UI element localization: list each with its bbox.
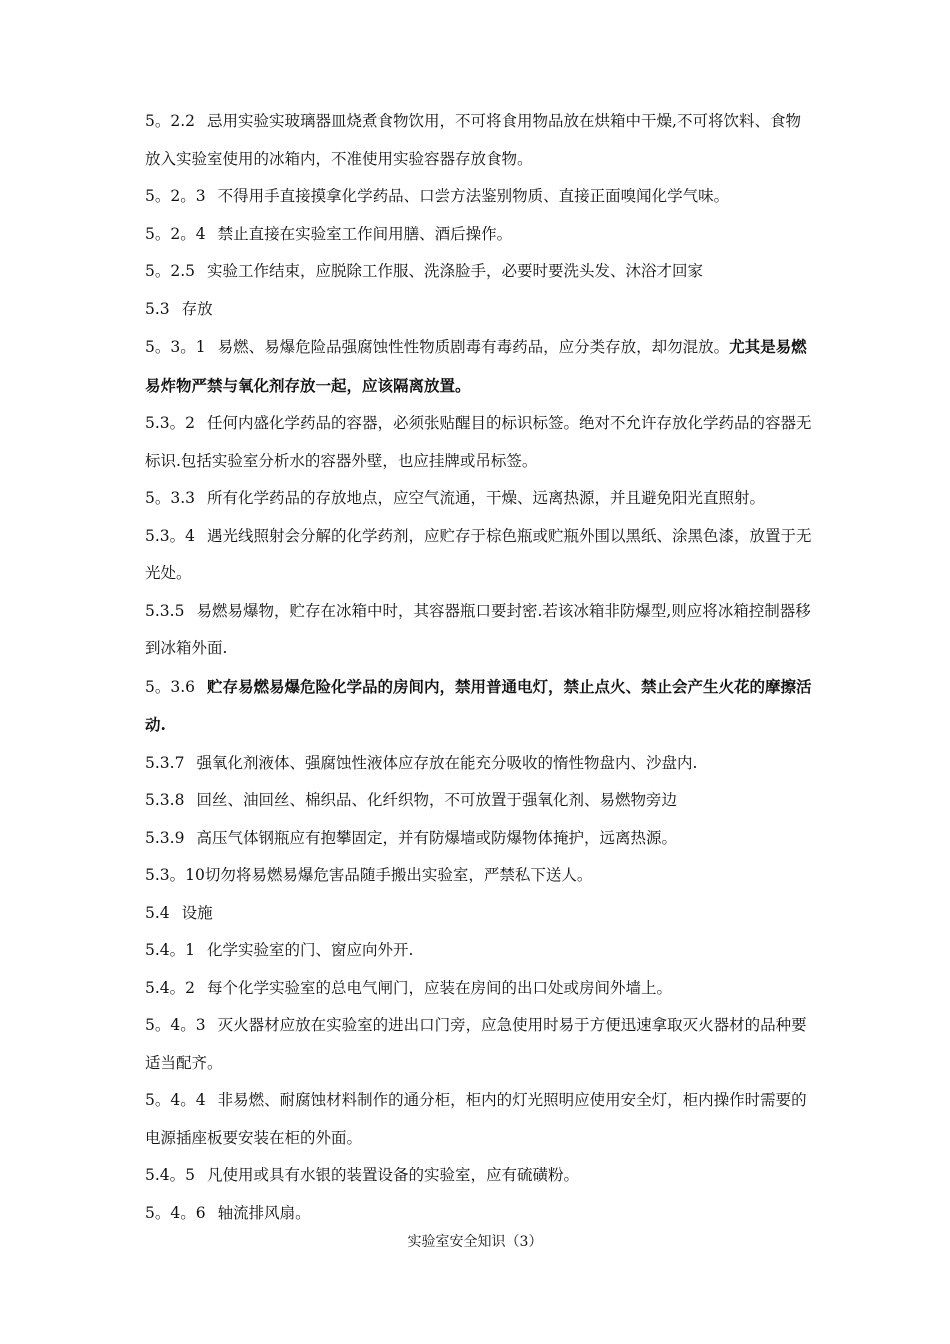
section-number: 5。4。6: [145, 1203, 206, 1222]
paragraph-5-4-2: [145, 970, 813, 1008]
paragraph-5-4-5: [145, 1157, 813, 1195]
section-number: 5.4。5: [145, 1166, 196, 1184]
paragraph-text: 切勿将易燃易爆危害品随手搬出实验室，严禁私下送人。: [204, 866, 593, 884]
paragraph-text: 禁止直接在实验室工作间用膳、酒后操作。: [217, 224, 513, 243]
paragraph-text: 轴流排风扇。: [217, 1203, 311, 1222]
section-number: 5.3。10: [145, 866, 205, 884]
section-title: 存放: [181, 299, 213, 318]
paragraph-text: 实验工作结束，应脱除工作服、洗涤脸手，必要时要洗头发、沐浴才回家: [207, 262, 704, 280]
paragraph-5-2-5: [145, 253, 813, 291]
paragraph-text: 强氧化剂液体、强腐蚀性液体应存放在能充分吸收的惰性物盘内、沙盘内.: [196, 753, 698, 772]
section-number: 5。4。4: [145, 1091, 206, 1109]
section-number: 5.3。4: [145, 526, 196, 545]
paragraph-text: 忌用实验实玻璃器皿烧煮食物饮用，不可将食用物品放在烘箱中干燥,不可将饮料、食物放入实验室使用的冰箱内，不准使用实验容器存放食物。: [145, 112, 801, 168]
paragraph-5-3-9: [145, 820, 813, 858]
paragraph-5-3-2: [145, 405, 813, 480]
paragraph-text: 不得用手直接摸拿化学药品、口尝方法鉴别物质、直接正面嗅闻化学气味。: [217, 187, 730, 205]
section-number: 5.3.5: [145, 601, 185, 620]
paragraph-text: 灭火器材应放在实验室的进出口门旁，应急使用时易于方便迅速拿取灭火器材的品种要适当配齐。: [145, 1016, 807, 1072]
paragraph-text: 化学实验室的门、窗应向外开.: [207, 941, 414, 959]
paragraph-5-3-6: [145, 668, 813, 745]
section-number: 5.3.9: [145, 828, 185, 847]
paragraph-text: 遇光线照射会分解的化学药剂，应贮存于棕色瓶或贮瓶外围以黑纸、涂黑色漆，放置于无光处。: [145, 526, 812, 582]
section-heading-5-4: [145, 895, 813, 933]
paragraph-bold-text: 尤其是易燃易炸物严禁与氧化剂存放一起，应该隔离放置。: [145, 337, 807, 395]
paragraph-5-4-4: [145, 1082, 813, 1157]
paragraph-text: 任何内盛化学药品的容器，必须张贴醒目的标识标签。绝对不允许存放化学药品的容器无标识.包括实验室分析水的容器外壁，也应挂牌或吊标签。: [145, 414, 812, 470]
section-number: 5。2.5: [145, 262, 196, 280]
section-number: 5.4: [145, 903, 170, 922]
section-number: 5。2.2: [145, 112, 196, 130]
paragraph-5-2-3: [145, 178, 813, 216]
paragraph-text: 易燃、易爆危险品强腐蚀性性物质剧毒有毒药品，应分类存放，却勿混放。: [217, 338, 730, 356]
paragraph-5-3-7: [145, 745, 813, 783]
document-body: [145, 103, 813, 1232]
paragraph-bold-text: 贮存易燃易爆危险化学品的房间内，禁用普通电灯，禁止点火、禁止会产生火花的摩擦活动.: [145, 676, 812, 734]
paragraph-5-4-6: [145, 1195, 813, 1233]
paragraph-5-2-4: [145, 216, 813, 254]
paragraph-5-3-8: [145, 782, 813, 820]
paragraph-5-3-1: [145, 328, 813, 405]
paragraph-text: 易燃易爆物，贮存在冰箱中时，其容器瓶口要封密.若该冰箱非防爆型,则应将冰箱控制器移到冰箱外面.: [145, 601, 811, 657]
section-number: 5。3.6: [145, 677, 196, 696]
section-number: 5。3.3: [145, 489, 196, 507]
section-number: 5。2。3: [145, 187, 206, 205]
paragraph-5-3-3: [145, 480, 813, 518]
paragraph-5-3-5: [145, 593, 813, 668]
section-number: 5.4。1: [145, 941, 196, 959]
page-footer: 实验室安全知识（3）: [407, 1234, 543, 1250]
section-number: 5.4。2: [145, 978, 196, 997]
paragraph-5-2-2: [145, 103, 813, 178]
paragraph-5-3-10: [145, 857, 813, 895]
section-number: 5。3。1: [145, 338, 206, 356]
section-number: 5.3.7: [145, 753, 185, 772]
paragraph-5-3-4: [145, 518, 813, 593]
section-number: 5.3.8: [145, 791, 185, 809]
section-number: 5。4。3: [145, 1016, 206, 1034]
paragraph-text: 每个化学实验室的总电气闸门，应装在房间的出口处或房间外墙上。: [207, 978, 673, 997]
paragraph-text: 非易燃、耐腐蚀材料制作的通分柜，柜内的灯光照明应使用安全灯，柜内操作时需要的电源插座板要安装在柜的外面。: [145, 1091, 807, 1147]
section-number: 5.3。2: [145, 414, 196, 432]
paragraph-5-4-3: [145, 1007, 813, 1082]
section-title: 设施: [181, 903, 213, 922]
paragraph-text: 回丝、油回丝、棉织品、化纤织物，不可放置于强氧化剂、易燃物旁边: [196, 791, 677, 809]
section-number: 5.3: [145, 299, 170, 318]
section-number: 5。2。4: [145, 224, 206, 243]
paragraph-text: 凡使用或具有水银的装置设备的实验室，应有硫磺粉。: [207, 1166, 580, 1184]
paragraph-5-4-1: [145, 932, 813, 970]
paragraph-text: 高压气体钢瓶应有抱攀固定，并有防爆墙或防爆物体掩护，远离热源。: [196, 828, 677, 847]
section-heading-5-3: [145, 291, 813, 329]
paragraph-text: 所有化学药品的存放地点，应空气流通，干燥、远离热源，并且避免阳光直照射。: [207, 489, 766, 507]
